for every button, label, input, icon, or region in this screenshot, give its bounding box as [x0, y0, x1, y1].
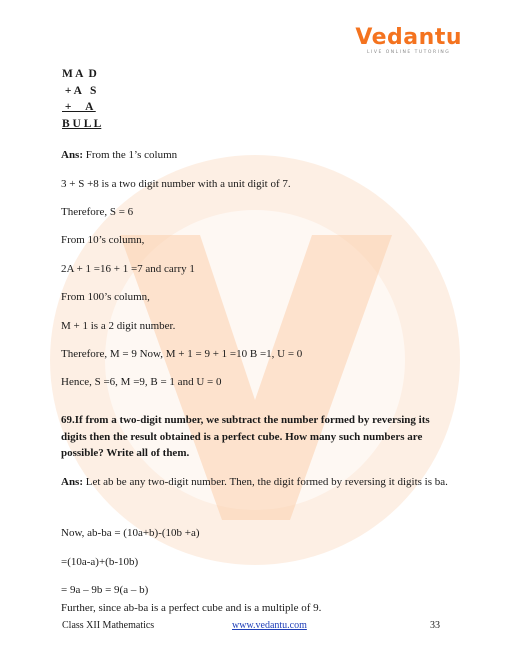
answer-69-label: Ans:: [61, 476, 84, 488]
answer-69-intro: [61, 474, 453, 491]
answer-69-line-3: =(10a-a)+(b-10b): [61, 556, 139, 568]
question-69: 69.If from a two-digit number, we subtract the number formed by reversing its digits then the result obtained is a perfect cube. How many such numbers are possible? Write all of them.: [61, 414, 430, 459]
answer-line-1: [61, 148, 177, 162]
answer-line-5: 2A + 1 =16 + 1 =7 and carry 1: [61, 263, 195, 275]
logo-tagline: LIVE ONLINE TUTORING: [367, 50, 451, 55]
footer-class-label: Class XII Mathematics: [62, 620, 155, 631]
answer-label: Ans:: [61, 149, 84, 161]
vedantu-logo: [355, 26, 462, 56]
footer-website-link[interactable]: www.vedantu.com: [232, 620, 307, 631]
puzzle-row-1: M A D: [62, 68, 97, 80]
answer-line-6: From 100’s column,: [61, 291, 150, 303]
answer-line-7: M + 1 is a 2 digit number.: [61, 320, 176, 332]
answer-69-line-5: Further, since ab-ba is a perfect cube and is a multiple of 9.: [61, 602, 322, 614]
answer-69-line-2: Now, ab-ba = (10a+b)-(10b +a): [61, 527, 200, 539]
answer-line-2: 3 + S +8 is a two digit number with a unit digit of 7.: [61, 178, 291, 190]
answer-line-4: From 10’s column,: [61, 234, 145, 246]
answer-line-1-text: From the 1’s column: [83, 149, 178, 161]
puzzle-row-2: + A S: [62, 84, 97, 97]
answer-69-line-4: = 9a – 9b = 9(a – b): [61, 584, 149, 596]
logo-text: Vedantu: [355, 25, 462, 50]
puzzle-row-3: + A: [62, 101, 96, 113]
answer-line-3: Therefore, S = 6: [61, 206, 134, 218]
answer-line-9: Hence, S =6, M =9, B = 1 and U = 0: [61, 376, 222, 388]
answer-69-intro-text: Let ab be any two-digit number. Then, the digit formed by reversing it digits is ba.: [83, 476, 448, 488]
answer-line-8: Therefore, M = 9 Now, M + 1 = 9 + 1 =10 B =1, U = 0: [61, 348, 303, 360]
cryptarithm-puzzle: [62, 66, 101, 132]
page-number: 33: [430, 620, 440, 631]
puzzle-row-4: B U L L: [62, 117, 102, 130]
